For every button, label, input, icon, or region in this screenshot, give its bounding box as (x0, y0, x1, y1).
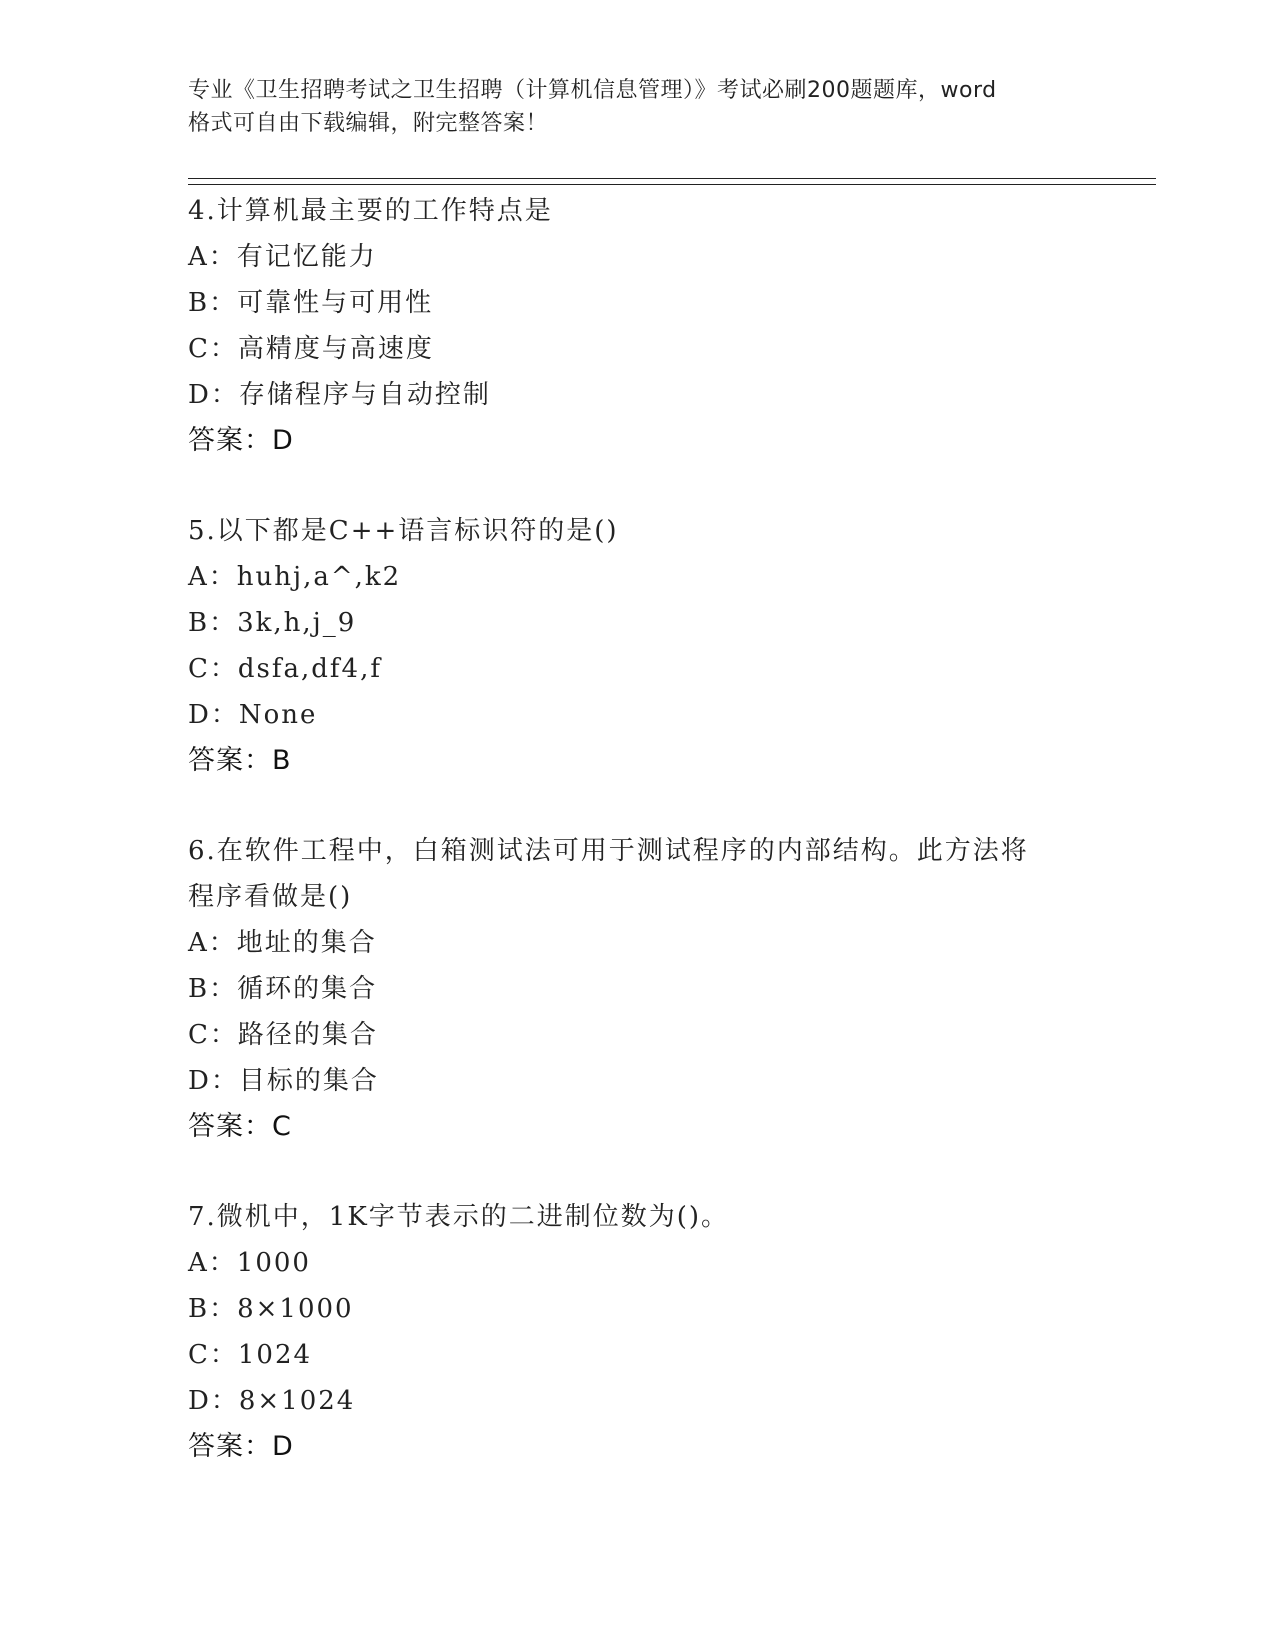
option-a: A：1000 (188, 1248, 311, 1278)
question-title-line-1: 6.在软件工程中，白箱测试法可用于测试程序的内部结构。此方法将 (188, 836, 1029, 866)
question-title: 4.计算机最主要的工作特点是 (188, 196, 553, 226)
option-b: B：可靠性与可用性 (188, 288, 434, 318)
answer-label: 答案：D (188, 425, 294, 456)
question-7 (188, 1194, 1088, 1470)
question-6 (188, 828, 1088, 1150)
option-c: C：dsfa,df4,f (188, 654, 382, 684)
option-c: C：路径的集合 (188, 1020, 378, 1050)
header-rule-bottom (188, 184, 1156, 185)
header-rule-top (188, 178, 1156, 179)
header-line-1: 专业《卫生招聘考试之卫生招聘（计算机信息管理）》考试必刷200题题库，word (188, 78, 997, 103)
option-c: C：1024 (188, 1340, 313, 1370)
question-title: 7.微机中，1K字节表示的二进制位数为()。 (188, 1202, 730, 1232)
option-a: A：有记忆能力 (188, 242, 377, 272)
option-d: D：目标的集合 (188, 1066, 379, 1096)
option-d: D：存储程序与自动控制 (188, 380, 491, 410)
question-title-line-2: 程序看做是() (188, 882, 353, 912)
option-c: C：高精度与高速度 (188, 334, 434, 364)
question-4 (188, 188, 1088, 464)
option-b: B：3k,h,j_9 (188, 608, 357, 638)
question-5 (188, 508, 1088, 784)
question-title: 5.以下都是C++语言标识符的是() (188, 516, 619, 546)
answer-label: 答案：C (188, 1111, 292, 1142)
option-a: A：huhj,a^,k2 (188, 562, 402, 592)
option-d: D：None (188, 700, 318, 730)
option-b: B：8×1000 (188, 1294, 354, 1324)
option-d: D：8×1024 (188, 1386, 356, 1416)
answer-label: 答案：D (188, 1431, 294, 1462)
document-header (188, 74, 1088, 140)
option-b: B：循环的集合 (188, 974, 378, 1004)
answer-label: 答案：B (188, 745, 292, 776)
header-line-2: 格式可自由下载编辑，附完整答案！ (188, 111, 549, 136)
option-a: A：地址的集合 (188, 928, 377, 958)
